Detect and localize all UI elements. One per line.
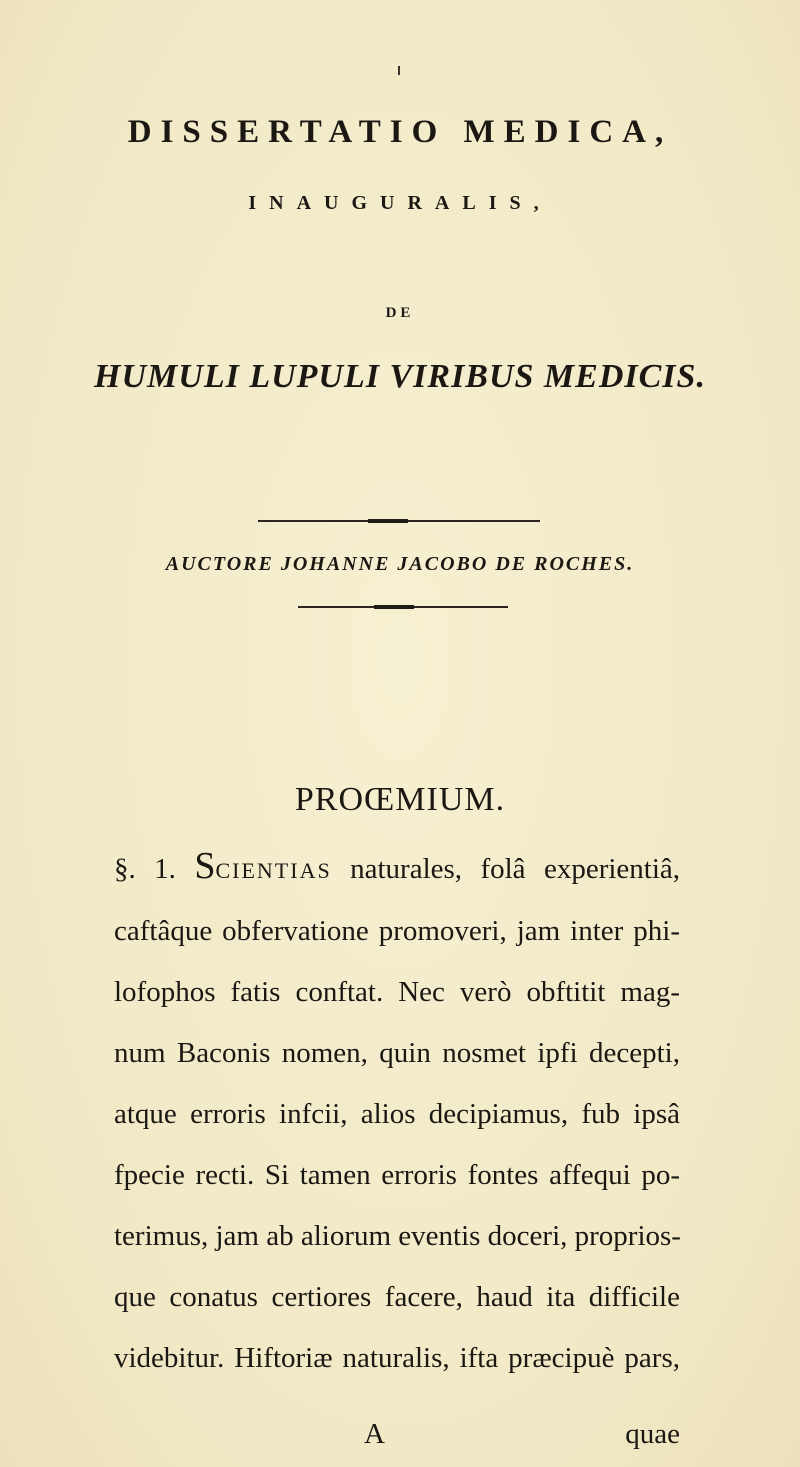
text-line: caftâque obfervatione promoveri, jam inter phi-: [114, 915, 680, 947]
text-line: num Baconis nomen, quin nosmet ipfi decepti,: [114, 1037, 680, 1069]
dissertation-subtitle: INAUGURALIS,: [248, 192, 552, 214]
signature-mark: A: [364, 1418, 385, 1450]
paragraph-mark: §. 1.: [114, 853, 176, 885]
bottom-ornamental-rule: [298, 606, 508, 608]
dissertation-topic: HUMULI LUPULI VIRIBUS MEDICIS.: [94, 358, 706, 395]
initial-letter: S: [194, 845, 216, 887]
author-line: AUCTORE JOHANNE JACOBO DE ROCHES.: [165, 553, 635, 575]
text-line-content: naturales, folâ experientiâ,: [350, 853, 681, 885]
section-heading: PROŒMIUM.: [294, 781, 506, 818]
small-caps-word: CIENTIAS: [215, 858, 332, 883]
text-line: fpecie recti. Si tamen erroris fontes affequi po-: [114, 1159, 680, 1191]
catchword: quae: [625, 1418, 680, 1450]
text-line: terimus, jam ab aliorum eventis doceri, proprios-: [114, 1220, 681, 1252]
text-line: que conatus certiores facere, haud ita difficile: [114, 1281, 680, 1313]
connector-word: DE: [385, 305, 415, 321]
dissertation-title: DISSERTATIO MEDICA,: [127, 114, 673, 150]
text-line: videbitur. Hiftoriæ naturalis, ifta præcipuè pars,: [114, 1342, 680, 1374]
text-line: atque erroris infcii, alios decipiamus, fub ipsâ: [114, 1098, 680, 1130]
text-line: [114, 836, 680, 901]
top-ornamental-rule: [258, 520, 540, 522]
ink-mark: [398, 66, 400, 75]
text-line: lofophos fatis conftat. Nec verò obftitit mag-: [114, 976, 680, 1008]
body-paragraph: [114, 836, 680, 1389]
